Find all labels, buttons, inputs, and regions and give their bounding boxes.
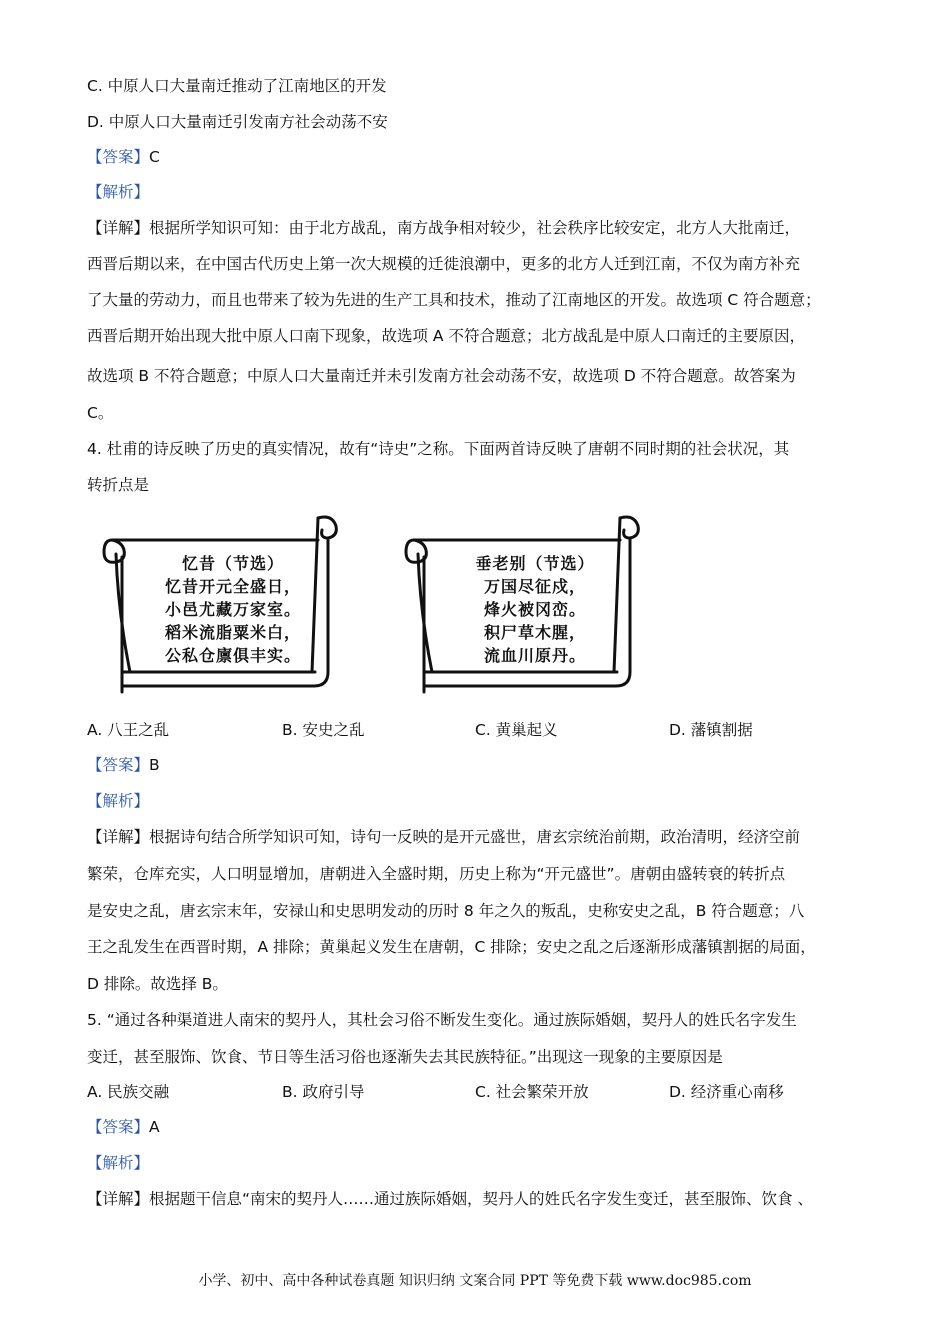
- q4-option-c: C. 黄巢起义: [475, 721, 558, 739]
- q3-detail-line: 西晋后期以来，在中国古代历史上第一次大规模的迁徙浪潮中，更多的北方人迁到江南，不仅为南方补充: [87, 255, 801, 273]
- poem-1-line: 公私仓廪俱丰实。: [164, 646, 301, 665]
- q4-options: [87, 720, 887, 740]
- q3-detail-line: [87, 218, 800, 238]
- answer-value: A: [149, 1118, 160, 1136]
- answer-tag: 【答案】: [87, 148, 150, 166]
- poem-2-line: 万国尽征戍，: [483, 577, 586, 596]
- q5-detail-line: [87, 1189, 813, 1209]
- q5-option-d: D. 经济重心南移: [669, 1083, 784, 1101]
- page-footer: 小学、初中、高中各种试卷真题 知识归纳 文案合同 PPT 等免费下载 www.doc985.com: [198, 1273, 752, 1289]
- q3-option-d: D. 中原人口大量南迁引发南方社会动荡不安: [87, 113, 388, 131]
- q4-detail-line: 繁荣，仓库充实，人口明显增加，唐朝进入全盛时期，历史上称为“开元盛世”。唐朝由盛转衰的转折点: [87, 865, 786, 883]
- q5-stem-line: 变迁，甚至服饰、饮食、节日等生活习俗也逐渐失去其民族特征。”出现这一现象的主要原因是: [87, 1048, 723, 1066]
- q3-detail-line: 西晋后期开始出现大批中原人口南下现象，故选项 A 不符合题意；北方战乱是中原人口南迁的主要原因，: [87, 327, 805, 345]
- poem-1-line: 稻米流脂粟米白，: [164, 623, 301, 642]
- q4-analysis-tag: 【解析】: [87, 792, 150, 810]
- q3-option-c: C. 中原人口大量南迁推动了江南地区的开发: [87, 77, 387, 95]
- q5-option-b: B. 政府引导: [282, 1083, 365, 1101]
- q4-stem-line: 4. 杜甫的诗反映了历史的真实情况，故有“诗史”之称。下面两首诗反映了唐朝不同时期的社会状况，其: [87, 440, 790, 458]
- q3-detail-line: 故选项 B 不符合题意；中原人口大量南迁并未引发南方社会动荡不安，故选项 D 不符合题意。故答案为: [87, 367, 796, 385]
- q4-detail-line: 王之乱发生在西晋时期，A 排除；黄巢起义发生在唐朝，C 排除；安史之乱之后逐渐形成藩镇割据的局面，: [87, 938, 816, 956]
- q4-option-b: B. 安史之乱: [282, 721, 365, 739]
- q4-option-d: D. 藩镇割据: [669, 721, 753, 739]
- poem-1-line: 忆昔开元全盛日，: [164, 577, 301, 596]
- detail-tag: 【详解】: [87, 828, 150, 846]
- q3-analysis-tag: 【解析】: [87, 183, 150, 201]
- poem-2-line: 烽火被冈峦。: [483, 600, 586, 619]
- detail-text: 根据所学知识可知：由于北方战乱，南方战争相对较少，社会秩序比较安定，北方人大批南迁，: [149, 219, 801, 237]
- answer-tag: 【答案】: [87, 1118, 150, 1136]
- q3-answer: [87, 147, 160, 167]
- detail-tag: 【详解】: [87, 219, 150, 237]
- q5-stem-line: 5. “通过各种渠道进人南宋的契丹人，其杜会习俗不断发生变化。通过族际婚姻，契丹人的姓氏名字发生: [87, 1011, 797, 1029]
- q3-detail-line: 了大量的劳动力，而且也带来了较为先进的生产工具和技术，推动了江南地区的开发。故选项 C 符合题意；: [87, 291, 821, 309]
- q5-analysis-tag: 【解析】: [87, 1154, 150, 1172]
- q5-option-a: A. 民族交融: [87, 1083, 170, 1101]
- q3-detail-line: C。: [87, 404, 114, 422]
- q5-answer: [87, 1117, 160, 1137]
- poem-2: [450, 552, 620, 667]
- q4-answer: [87, 755, 160, 775]
- detail-text: 根据题干信息“南宋的契丹人……通过族际婚姻，契丹人的姓氏名字发生变迁，甚至服饰、饮食 、: [149, 1190, 813, 1208]
- answer-tag: 【答案】: [87, 756, 150, 774]
- q4-stem-line: 转折点是: [87, 476, 150, 494]
- q5-options: [87, 1082, 887, 1102]
- poem-2-line: 流血川原丹。: [483, 646, 586, 665]
- poem-1: [148, 552, 318, 667]
- poem-2-line: 积尸草木腥，: [483, 623, 586, 642]
- detail-text: 根据诗句结合所学知识可知，诗句一反映的是开元盛世，唐玄宗统治前期，政治清明，经济空前: [149, 828, 801, 846]
- poem-scroll-1: [100, 512, 345, 697]
- answer-value: C: [149, 148, 160, 166]
- poem-1-title: 忆昔（节选）: [181, 554, 284, 573]
- q5-option-c: C. 社会繁荣开放: [475, 1083, 589, 1101]
- q4-option-a: A. 八王之乱: [87, 721, 170, 739]
- poem-scroll-2: [402, 512, 647, 697]
- answer-value: B: [149, 756, 160, 774]
- q4-detail-line: [87, 827, 800, 847]
- poem-1-line: 小邑尤藏万家室。: [164, 600, 301, 619]
- q4-detail-line: D 排除。故选择 B。: [87, 975, 228, 993]
- detail-tag: 【详解】: [87, 1190, 150, 1208]
- q4-detail-line: 是安史之乱，唐玄宗末年，安禄山和史思明发动的历时 8 年之久的叛乱，史称安史之乱，B 符合题意；八: [87, 902, 805, 920]
- poem-2-title: 垂老别（节选）: [475, 554, 595, 573]
